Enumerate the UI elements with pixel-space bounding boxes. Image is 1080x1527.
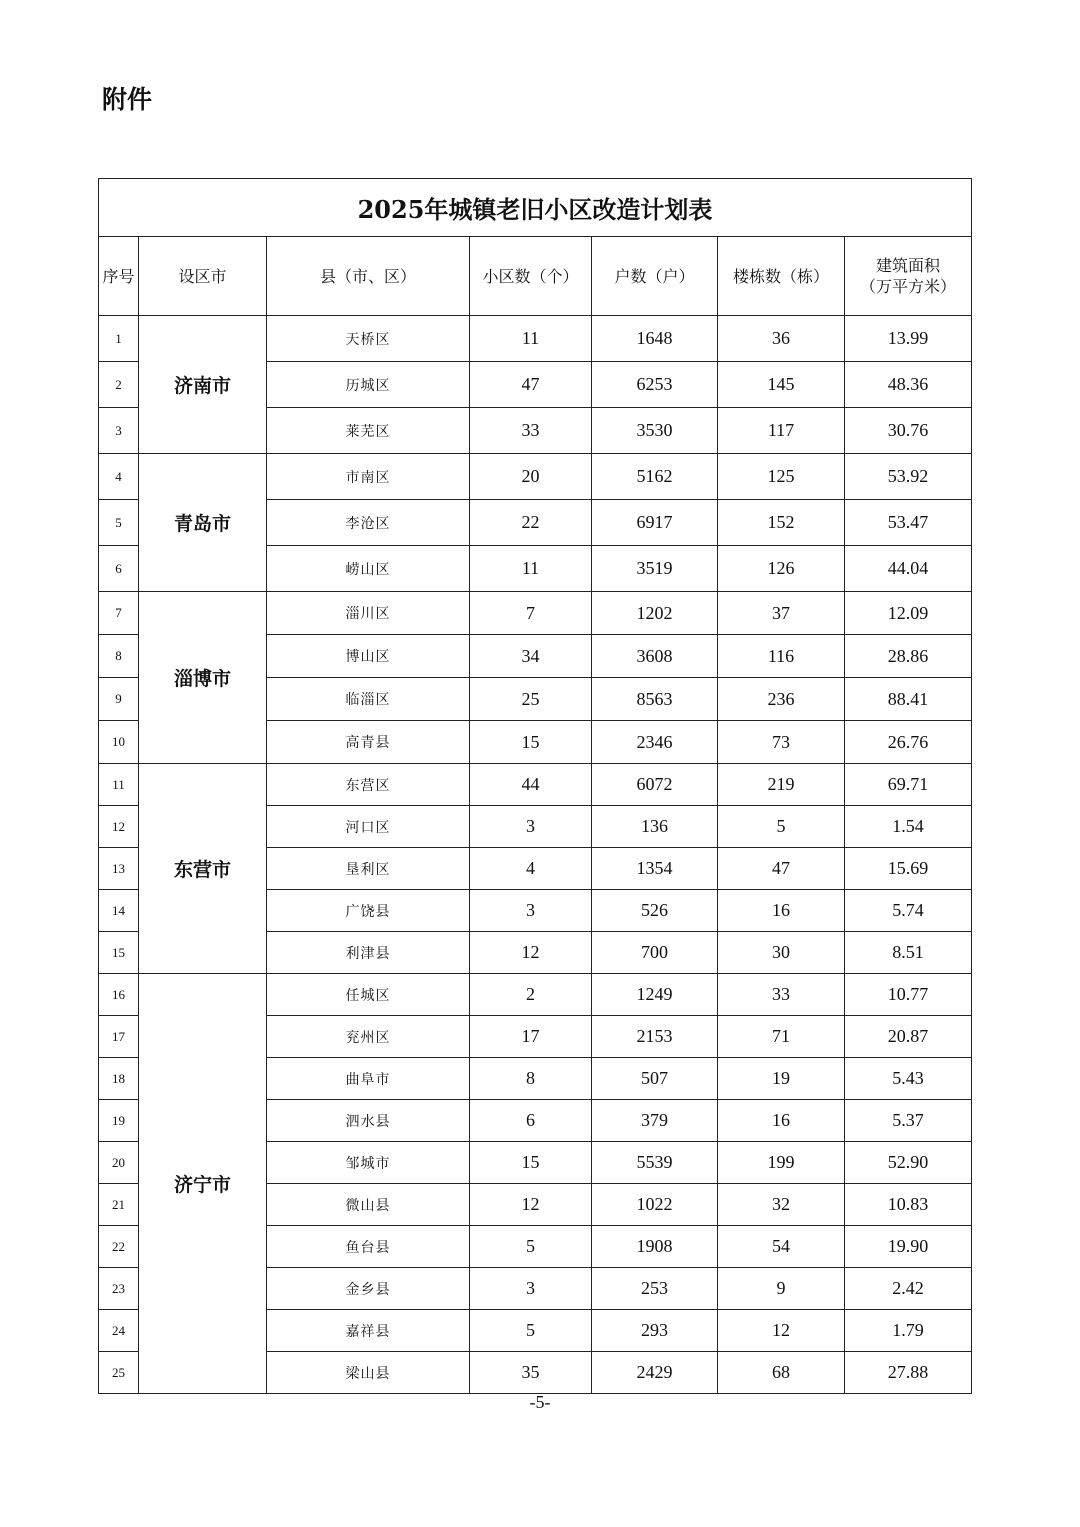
households-cell: 1354 <box>592 848 718 890</box>
households-cell: 5162 <box>592 454 718 500</box>
buildings-cell: 16 <box>718 890 845 932</box>
county-cell: 博山区 <box>267 635 470 678</box>
seq-cell: 11 <box>99 764 139 806</box>
seq-cell: 20 <box>99 1142 139 1184</box>
seq-cell: 13 <box>99 848 139 890</box>
seq-cell: 16 <box>99 974 139 1016</box>
buildings-cell: 68 <box>718 1352 845 1394</box>
buildings-cell: 152 <box>718 500 845 546</box>
seq-cell: 17 <box>99 1016 139 1058</box>
households-cell: 1249 <box>592 974 718 1016</box>
communities-cell: 17 <box>470 1016 592 1058</box>
area-cell: 26.76 <box>845 721 972 764</box>
communities-cell: 11 <box>470 546 592 592</box>
buildings-cell: 117 <box>718 408 845 454</box>
county-cell: 淄川区 <box>267 592 470 635</box>
communities-cell: 7 <box>470 592 592 635</box>
households-cell: 6072 <box>592 764 718 806</box>
buildings-cell: 125 <box>718 454 845 500</box>
county-cell: 垦利区 <box>267 848 470 890</box>
county-cell: 李沧区 <box>267 500 470 546</box>
communities-cell: 3 <box>470 1268 592 1310</box>
header-city: 设区市 <box>139 237 267 316</box>
city-cell: 青岛市 <box>139 454 267 592</box>
area-cell: 20.87 <box>845 1016 972 1058</box>
renovation-plan-table <box>98 178 972 1394</box>
county-cell: 临淄区 <box>267 678 470 721</box>
communities-cell: 44 <box>470 764 592 806</box>
seq-cell: 9 <box>99 678 139 721</box>
table-body <box>99 316 972 1394</box>
communities-cell: 6 <box>470 1100 592 1142</box>
area-cell: 12.09 <box>845 592 972 635</box>
county-cell: 市南区 <box>267 454 470 500</box>
county-cell: 曲阜市 <box>267 1058 470 1100</box>
seq-cell: 7 <box>99 592 139 635</box>
buildings-cell: 12 <box>718 1310 845 1352</box>
buildings-cell: 19 <box>718 1058 845 1100</box>
area-cell: 27.88 <box>845 1352 972 1394</box>
header-households: 户数（户） <box>592 237 718 316</box>
buildings-cell: 199 <box>718 1142 845 1184</box>
households-cell: 6253 <box>592 362 718 408</box>
seq-cell: 15 <box>99 932 139 974</box>
page-number: -5- <box>529 1392 551 1412</box>
households-cell: 8563 <box>592 678 718 721</box>
header-buildings: 楼栋数（栋） <box>718 237 845 316</box>
area-cell: 8.51 <box>845 932 972 974</box>
seq-cell: 4 <box>99 454 139 500</box>
households-cell: 1022 <box>592 1184 718 1226</box>
table-row <box>99 316 972 362</box>
area-cell: 44.04 <box>845 546 972 592</box>
communities-cell: 2 <box>470 974 592 1016</box>
communities-cell: 34 <box>470 635 592 678</box>
buildings-cell: 219 <box>718 764 845 806</box>
buildings-cell: 126 <box>718 546 845 592</box>
area-cell: 5.74 <box>845 890 972 932</box>
seq-cell: 21 <box>99 1184 139 1226</box>
area-cell: 53.92 <box>845 454 972 500</box>
buildings-cell: 9 <box>718 1268 845 1310</box>
communities-cell: 15 <box>470 1142 592 1184</box>
area-cell: 2.42 <box>845 1268 972 1310</box>
area-cell: 5.43 <box>845 1058 972 1100</box>
seq-cell: 3 <box>99 408 139 454</box>
city-cell: 济南市 <box>139 316 267 454</box>
households-cell: 1908 <box>592 1226 718 1268</box>
county-cell: 泗水县 <box>267 1100 470 1142</box>
buildings-cell: 71 <box>718 1016 845 1058</box>
seq-cell: 8 <box>99 635 139 678</box>
buildings-cell: 236 <box>718 678 845 721</box>
communities-cell: 3 <box>470 890 592 932</box>
area-cell: 88.41 <box>845 678 972 721</box>
buildings-cell: 37 <box>718 592 845 635</box>
households-cell: 526 <box>592 890 718 932</box>
communities-cell: 33 <box>470 408 592 454</box>
seq-cell: 12 <box>99 806 139 848</box>
area-cell: 53.47 <box>845 500 972 546</box>
households-cell: 253 <box>592 1268 718 1310</box>
county-cell: 东营区 <box>267 764 470 806</box>
communities-cell: 12 <box>470 1184 592 1226</box>
area-cell: 5.37 <box>845 1100 972 1142</box>
area-cell: 13.99 <box>845 316 972 362</box>
seq-cell: 23 <box>99 1268 139 1310</box>
communities-cell: 11 <box>470 316 592 362</box>
seq-cell: 5 <box>99 500 139 546</box>
households-cell: 379 <box>592 1100 718 1142</box>
county-cell: 鱼台县 <box>267 1226 470 1268</box>
city-cell: 淄博市 <box>139 592 267 764</box>
buildings-cell: 54 <box>718 1226 845 1268</box>
header-area-line2: （万平方米） <box>859 277 956 296</box>
county-cell: 历城区 <box>267 362 470 408</box>
area-cell: 1.54 <box>845 806 972 848</box>
households-cell: 136 <box>592 806 718 848</box>
communities-cell: 4 <box>470 848 592 890</box>
households-cell: 507 <box>592 1058 718 1100</box>
households-cell: 5539 <box>592 1142 718 1184</box>
buildings-cell: 5 <box>718 806 845 848</box>
county-cell: 天桥区 <box>267 316 470 362</box>
communities-cell: 3 <box>470 806 592 848</box>
county-cell: 广饶县 <box>267 890 470 932</box>
buildings-cell: 33 <box>718 974 845 1016</box>
attachment-label: 附件 <box>102 85 153 114</box>
seq-cell: 14 <box>99 890 139 932</box>
county-cell: 利津县 <box>267 932 470 974</box>
area-cell: 48.36 <box>845 362 972 408</box>
county-cell: 兖州区 <box>267 1016 470 1058</box>
county-cell: 邹城市 <box>267 1142 470 1184</box>
county-cell: 任城区 <box>267 974 470 1016</box>
communities-cell: 5 <box>470 1226 592 1268</box>
communities-cell: 15 <box>470 721 592 764</box>
households-cell: 3608 <box>592 635 718 678</box>
table-row <box>99 454 972 500</box>
households-cell: 3530 <box>592 408 718 454</box>
buildings-cell: 47 <box>718 848 845 890</box>
county-cell: 河口区 <box>267 806 470 848</box>
area-cell: 15.69 <box>845 848 972 890</box>
households-cell: 2429 <box>592 1352 718 1394</box>
seq-cell: 25 <box>99 1352 139 1394</box>
communities-cell: 35 <box>470 1352 592 1394</box>
buildings-cell: 116 <box>718 635 845 678</box>
seq-cell: 2 <box>99 362 139 408</box>
header-area <box>845 237 972 316</box>
buildings-cell: 30 <box>718 932 845 974</box>
seq-cell: 6 <box>99 546 139 592</box>
households-cell: 6917 <box>592 500 718 546</box>
header-area-line1: 建筑面积 <box>875 256 940 275</box>
city-cell: 济宁市 <box>139 974 267 1394</box>
communities-cell: 47 <box>470 362 592 408</box>
buildings-cell: 36 <box>718 316 845 362</box>
county-cell: 高青县 <box>267 721 470 764</box>
buildings-cell: 32 <box>718 1184 845 1226</box>
area-cell: 10.77 <box>845 974 972 1016</box>
table-title: 2025年城镇老旧小区改造计划表 <box>99 179 972 237</box>
seq-cell: 19 <box>99 1100 139 1142</box>
households-cell: 3519 <box>592 546 718 592</box>
area-cell: 10.83 <box>845 1184 972 1226</box>
households-cell: 1202 <box>592 592 718 635</box>
county-cell: 崂山区 <box>267 546 470 592</box>
county-cell: 金乡县 <box>267 1268 470 1310</box>
households-cell: 293 <box>592 1310 718 1352</box>
seq-cell: 1 <box>99 316 139 362</box>
households-cell: 700 <box>592 932 718 974</box>
table-row <box>99 764 972 806</box>
communities-cell: 22 <box>470 500 592 546</box>
households-cell: 1648 <box>592 316 718 362</box>
households-cell: 2346 <box>592 721 718 764</box>
area-cell: 19.90 <box>845 1226 972 1268</box>
header-county: 县（市、区） <box>267 237 470 316</box>
seq-cell: 22 <box>99 1226 139 1268</box>
area-cell: 69.71 <box>845 764 972 806</box>
communities-cell: 5 <box>470 1310 592 1352</box>
communities-cell: 25 <box>470 678 592 721</box>
communities-cell: 8 <box>470 1058 592 1100</box>
county-cell: 梁山县 <box>267 1352 470 1394</box>
header-communities: 小区数（个） <box>470 237 592 316</box>
area-cell: 52.90 <box>845 1142 972 1184</box>
households-cell: 2153 <box>592 1016 718 1058</box>
area-cell: 1.79 <box>845 1310 972 1352</box>
seq-cell: 10 <box>99 721 139 764</box>
area-cell: 28.86 <box>845 635 972 678</box>
county-cell: 嘉祥县 <box>267 1310 470 1352</box>
table-row <box>99 974 972 1016</box>
county-cell: 莱芜区 <box>267 408 470 454</box>
city-cell: 东营市 <box>139 764 267 974</box>
buildings-cell: 16 <box>718 1100 845 1142</box>
area-cell: 30.76 <box>845 408 972 454</box>
buildings-cell: 73 <box>718 721 845 764</box>
communities-cell: 12 <box>470 932 592 974</box>
table-row <box>99 592 972 635</box>
communities-cell: 20 <box>470 454 592 500</box>
seq-cell: 24 <box>99 1310 139 1352</box>
seq-cell: 18 <box>99 1058 139 1100</box>
county-cell: 微山县 <box>267 1184 470 1226</box>
buildings-cell: 145 <box>718 362 845 408</box>
header-seq: 序号 <box>99 237 139 316</box>
